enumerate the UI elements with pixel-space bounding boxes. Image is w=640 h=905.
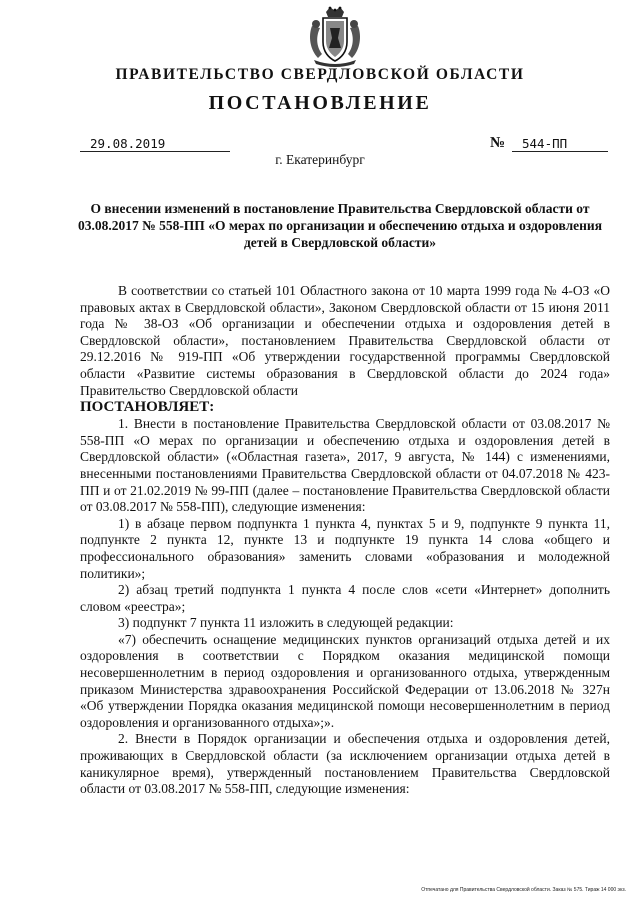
document-date: 29.08.2019 bbox=[80, 137, 230, 152]
government-title: ПРАВИТЕЛЬСТВО СВЕРДЛОВСКОЙ ОБЛАСТИ bbox=[115, 66, 525, 83]
document-number: 544-ПП bbox=[512, 137, 608, 152]
decree-word: ПОСТАНОВЛЯЕТ: bbox=[80, 399, 215, 416]
city: г. Екатеринбург bbox=[275, 152, 365, 167]
subclause-2: 2) абзац третий подпункта 1 пункта 4 после слов «сети «Интернет» дополнить словом «реестра»; bbox=[80, 582, 610, 614]
document-body bbox=[80, 283, 610, 798]
preamble-paragraph: В соответствии со статьей 101 Областного закона от 10 марта 1999 года № 4-ОЗ «О правовых актах в Свердловской области», Законом Свердловской области от 15 июня 2011 года № 38-ОЗ «Об организации и обеспечении отдыха и оздоровления детей в Свердловской области», постановлением Правительства Свердловской области от 29.12.2016 № 919-ПП «Об утверждении государственной программы Свердловской области «Развитие системы образования в Свердловской области до 2024 года» Правительство Свердловской области bbox=[80, 283, 610, 398]
document-subject: О внесении изменений в постановление Правительства Свердловской области от 03.08.2017 № 558-ПП «О мерах по организации и обеспечению отдыха и оздоровления детей в Свердловской области» bbox=[78, 201, 602, 250]
clause-1: 1. Внести в постановление Правительства Свердловской области от 03.08.2017 № 558-ПП «О мерах по организации и обеспечению отдыха и оздоровления детей в Свердловской области» («Областная газета», 2017, 9 августа, № 144) с изменениями, внесенными постановлениями Правительства Свердловской области от 04.07.2018 № 423-ПП и от 21.02.2019 № 99-ПП (далее – постановление Правительства Свердловской области от 03.08.2017 № 558-ПП), следующие изменения: bbox=[80, 416, 610, 515]
number-label: № bbox=[490, 135, 506, 151]
subclause-3: 3) подпункт 7 пункта 11 изложить в следующей редакции: bbox=[118, 615, 454, 631]
subclause-1: 1) в абзаце первом подпункта 1 пункта 4, пунктах 5 и 9, подпункте 9 пункта 11, подпункте 2 пункта 12, пункте 13 и подпункте 19 пункта 14 слова «общего и профессионального образования» заменить словами «образования и молодежной политики»; bbox=[80, 515, 610, 581]
clause-2: 2. Внести в Порядок организации и обеспечения отдыха и оздоровления детей, проживающих в Свердловской области (за исключением организации отдыха детей в каникулярное время), утвержденный постановлением Правительства Свердловской области от 03.08.2017 № 558-ПП, следующие изменения: bbox=[80, 731, 610, 797]
document-type-title: ПОСТАНОВЛЕНИЕ bbox=[208, 92, 432, 114]
print-footer: Отпечатано для Правительства Свердловской области. Заказ № 575. Тираж 14 000 экз. bbox=[421, 887, 626, 893]
subclause-3-text: «7) обеспечить оснащение медицинских пунктов организаций отдыха детей и их оздоровления в соответствии с Порядком оказания медицинской помощи несовершеннолетним в период оздоровления и организованного отдыха, утвержденным приказом Министерства здравоохранения Российской Федерации от 13.06.2018 № 327н «Об утверждении Порядка оказания медицинской помощи несовершеннолетним в период оздоровления и организованного отдыха»;». bbox=[80, 631, 610, 730]
coat-of-arms-emblem bbox=[304, 6, 366, 68]
